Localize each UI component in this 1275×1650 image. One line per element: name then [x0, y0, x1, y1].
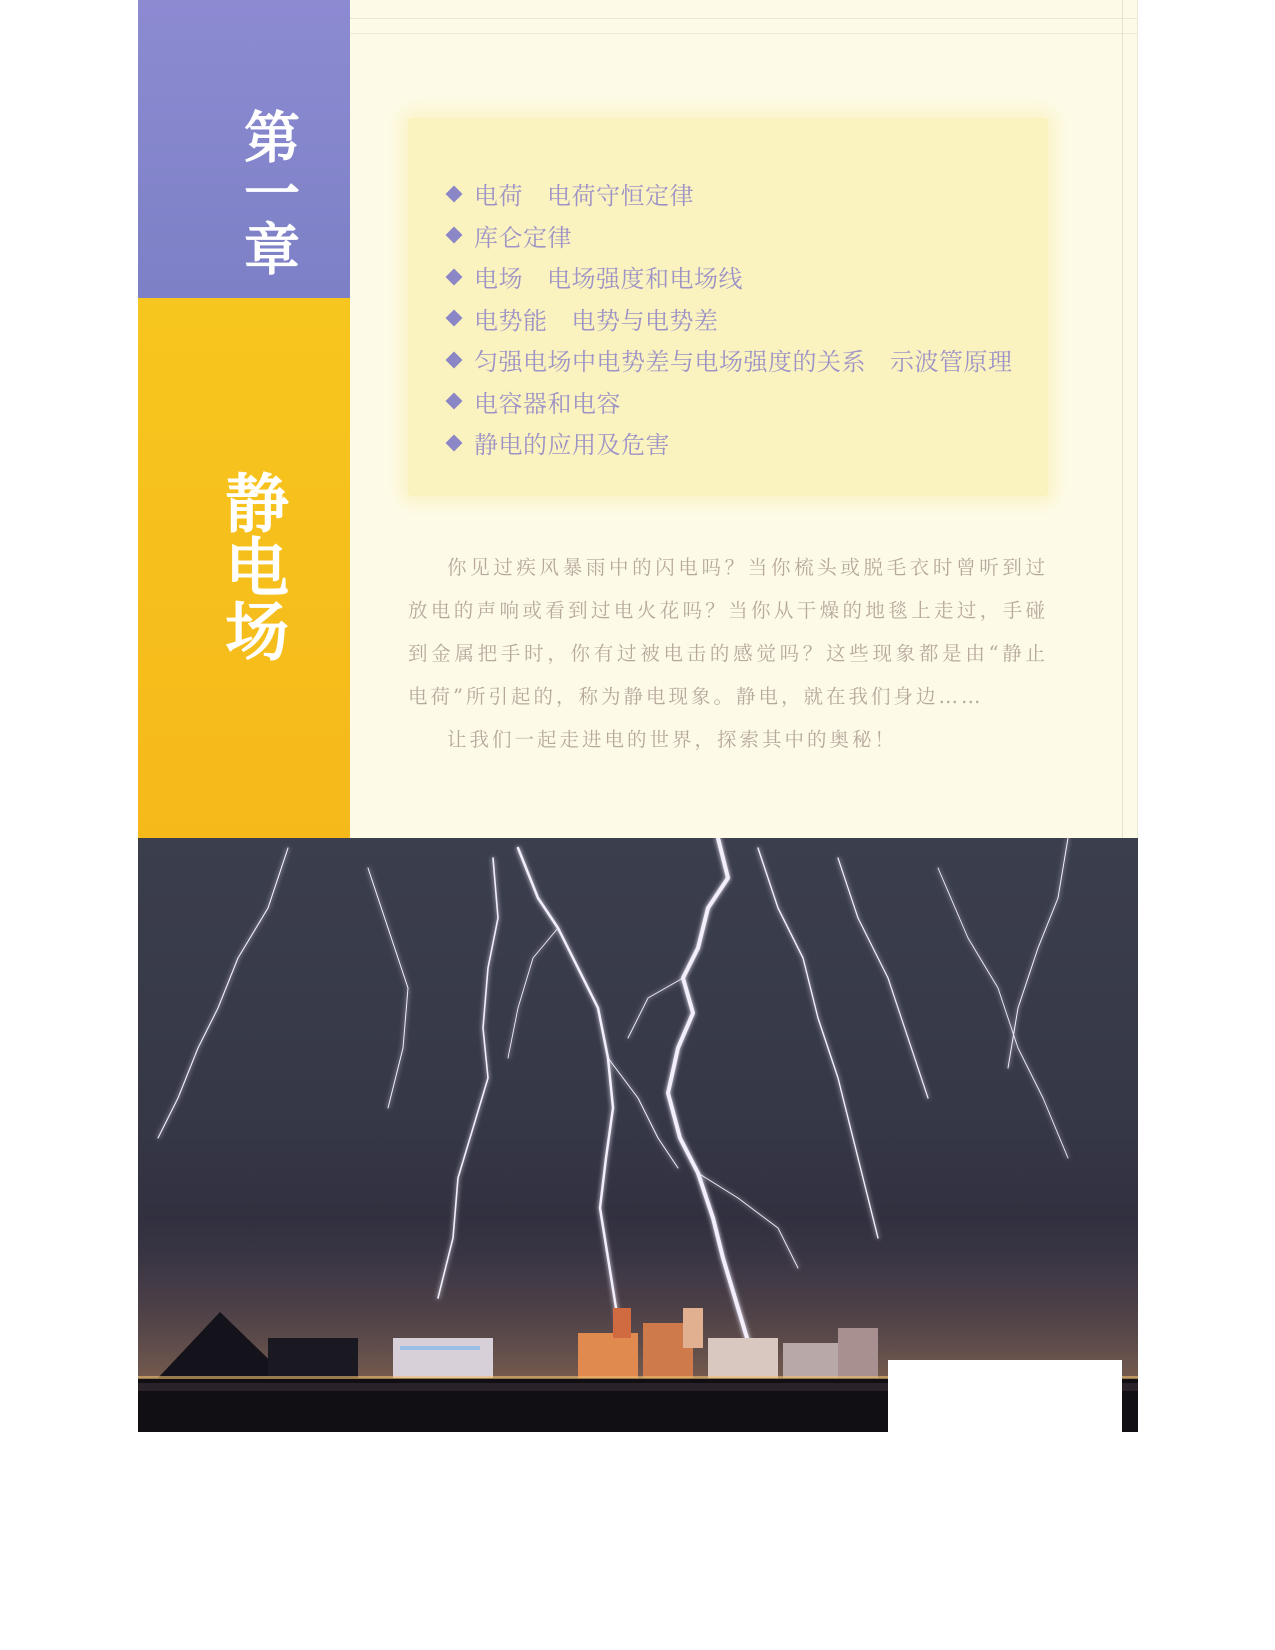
lightning-illustration — [138, 838, 1138, 1432]
chapter-introduction — [408, 546, 1048, 761]
section-title-part: 电势能 — [474, 306, 548, 335]
diamond-bullet-icon — [446, 351, 463, 368]
section-title-part: 静电的应用及危害 — [474, 431, 670, 460]
section-item — [448, 215, 1013, 257]
chapter-opening-page — [138, 0, 1138, 1432]
section-title-part: 电荷守恒定律 — [547, 182, 694, 211]
intro-paragraph-2: 让我们一起走进电的世界，探索其中的奥秘！ — [447, 728, 898, 751]
section-title-part: 电场强度和电场线 — [547, 265, 743, 294]
chapter-number-band — [138, 0, 350, 298]
section-title — [474, 425, 670, 460]
section-title-part: 示波管原理 — [890, 348, 1013, 377]
section-title-part: 电容器和电容 — [474, 389, 621, 418]
section-item — [448, 298, 1013, 340]
lightning-over-city-photo — [138, 838, 1138, 1432]
diamond-bullet-icon — [446, 268, 463, 285]
section-list — [448, 173, 1013, 464]
section-title — [474, 384, 621, 419]
section-title — [474, 218, 572, 253]
section-title-part: 库仑定律 — [474, 223, 572, 252]
section-title-part: 电荷 — [474, 182, 523, 211]
section-title-part: 匀强电场中电势差与电场强度的关系 — [474, 348, 866, 377]
section-title — [474, 259, 743, 294]
section-title-part: 电场 — [474, 265, 523, 294]
blank-label-box — [888, 1360, 1122, 1432]
content-panel — [350, 0, 1138, 838]
top-rule-lines — [350, 18, 1138, 34]
section-item — [448, 173, 1013, 215]
diamond-bullet-icon — [446, 310, 463, 327]
section-list-box — [408, 118, 1048, 496]
diamond-bullet-icon — [446, 227, 463, 244]
section-title-part: 电势与电势差 — [571, 306, 719, 335]
section-item — [448, 422, 1013, 464]
section-title — [474, 301, 719, 336]
section-title — [474, 176, 694, 211]
intro-paragraph-1: 你见过疾风暴雨中的闪电吗？当你梳头或脱毛衣时曾听到过放电的声响或看到过电火花吗？当你从干燥的地毯上走过，手碰到金属把手时，你有过被电击的感觉吗？这些现象都是由“静止电荷”所引起的，称为静电现象。静电，就在我们身边…… — [408, 556, 1048, 708]
section-item — [448, 256, 1013, 298]
section-title — [474, 342, 1013, 377]
chapter-title: 静电场 — [214, 470, 288, 662]
edge-rule-lines — [1122, 0, 1138, 838]
diamond-bullet-icon — [446, 434, 463, 451]
section-item — [448, 339, 1013, 381]
section-item — [448, 381, 1013, 423]
chapter-number: 第一章 — [235, 108, 300, 276]
diamond-bullet-icon — [446, 393, 463, 410]
chapter-title-band — [138, 298, 350, 838]
diamond-bullet-icon — [446, 185, 463, 202]
